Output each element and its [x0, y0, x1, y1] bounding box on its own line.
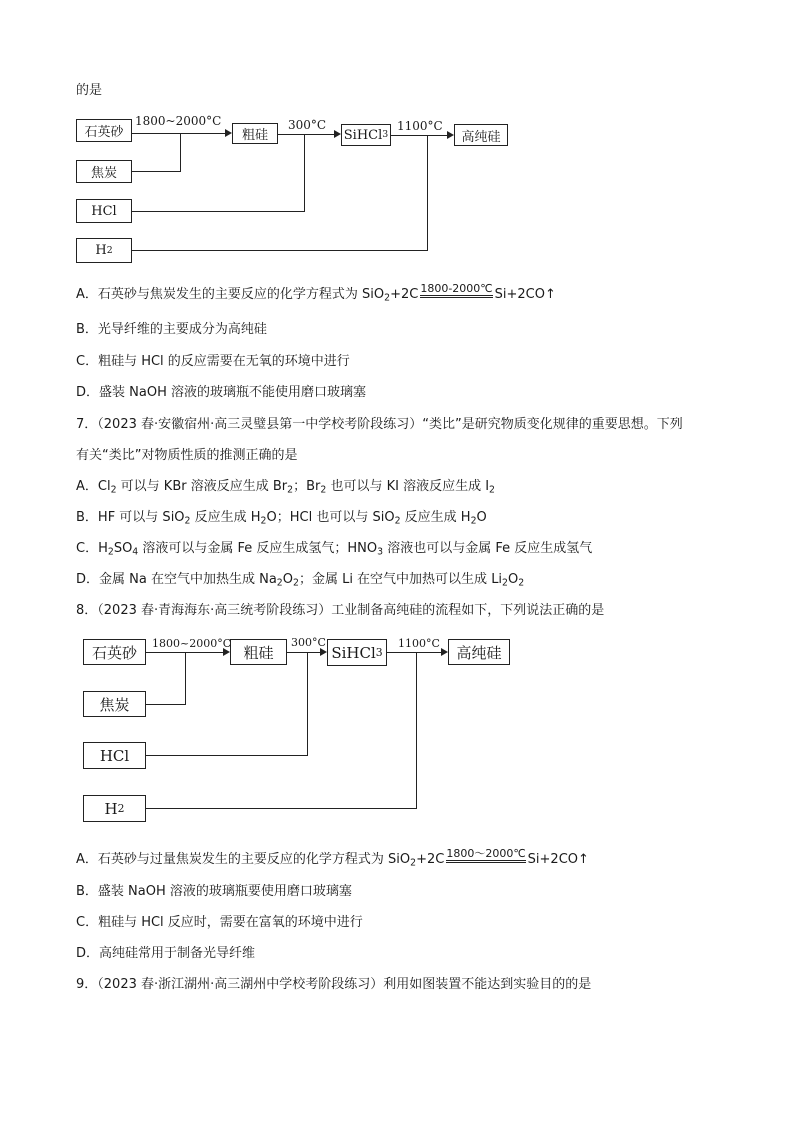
q8-option-c: C．粗硅与 HCl 反应时，需要在富氧的环境中进行 — [76, 915, 363, 930]
box-hcl: HCl — [83, 742, 146, 769]
box-quartz-sand: 石英砂 — [76, 119, 132, 142]
arrowhead — [441, 648, 448, 656]
condition-300: 300°C — [291, 636, 326, 649]
connector-line — [304, 134, 305, 212]
q8-option-d: D．高纯硅常用于制备光导纤维 — [76, 946, 256, 961]
box-crude-silicon: 粗硅 — [230, 639, 287, 665]
condition-1800-2000: 1800~2000°C — [152, 637, 232, 650]
box-quartz-sand: 石英砂 — [83, 639, 146, 665]
connector-line — [132, 211, 305, 212]
connector-line — [146, 755, 308, 756]
box-hcl: HCl — [76, 199, 132, 223]
box-pure-silicon: 高纯硅 — [454, 124, 508, 146]
q7-option-d: D．金属 Na 在空气中加热生成 $Na_2O_2$；金属 Li 在空气中加热可以生成 $Li_2O_2$ — [76, 572, 525, 589]
arrowhead — [225, 129, 232, 137]
box-coke: 焦炭 — [83, 691, 146, 717]
q6-option-c: C．粗硅与 HCl 的反应需要在无氧的环境中进行 — [76, 354, 350, 369]
arrow-line — [287, 652, 320, 653]
condition-1100: 1100°C — [397, 119, 443, 133]
connector-line — [416, 652, 417, 809]
connector-line — [132, 250, 428, 251]
reaction-condition: 1800-2000℃ — [420, 283, 492, 306]
connector-line — [146, 808, 417, 809]
q8-stem: 8．（2023 春·青海海东·高三统考阶段练习）工业制备高纯硅的流程如下，下列说法正确的是 — [76, 603, 605, 618]
arrow-line — [391, 135, 447, 136]
q8-option-b: B．盛装 NaOH 溶液的玻璃瓶要使用磨口玻璃塞 — [76, 884, 352, 899]
box-sihcl3: SiHCl 3 — [327, 639, 387, 666]
connector-line — [427, 135, 428, 251]
arrowhead — [320, 648, 327, 656]
box-pure-silicon: 高纯硅 — [448, 639, 510, 665]
reaction-condition: 1800～2000℃ — [446, 848, 525, 871]
q8-option-a: A．石英砂与过量焦炭发生的主要反应的化学方程式为 SiO$_2$+2C 1800～2000℃ Si+2CO↑ — [76, 848, 589, 871]
box-coke: 焦炭 — [76, 160, 132, 183]
connector-line — [185, 652, 186, 705]
box-h2: H 2 — [76, 238, 132, 263]
condition-1800-2000: 1800~2000°C — [135, 114, 222, 128]
q7-option-b: B．HF 可以与 SiO$_2$ 反应生成 $H_2O$；HCl 也可以与 SiO$_2$ 反应生成 $H_2O$ — [76, 510, 487, 527]
arrowhead — [223, 648, 230, 656]
intro-text: 的是 — [76, 83, 103, 98]
q7-option-a: A．$Cl_2$ 可以与 KBr 溶液反应生成 $Br_2$；$Br_2$ 也可以与 KI 溶液反应生成 $I_2$ — [76, 479, 495, 496]
q7-stem-line1: 7．（2023 春·安徽宿州·高三灵璧县第一中学校考阶段练习）“类比”是研究物质变化规律的重要思想。下列 — [76, 417, 683, 432]
arrow-line — [132, 133, 225, 134]
box-crude-silicon: 粗硅 — [232, 123, 278, 144]
connector-line — [307, 652, 308, 756]
q6-option-a: A．石英砂与焦炭发生的主要反应的化学方程式为 SiO$_2$+2C 1800-2000℃ Si+2CO↑ — [76, 283, 556, 306]
q7-option-c: C．$H_2SO_4$ 溶液可以与金属 Fe 反应生成氢气；$HNO_3$ 溶液也可以与金属 Fe 反应生成氢气 — [76, 541, 593, 558]
box-sihcl3: SiHCl 3 — [341, 124, 391, 146]
arrowhead — [334, 130, 341, 138]
connector-line — [132, 171, 181, 172]
q7-stem-line2: 有关“类比”对物质性质的推测正确的是 — [76, 448, 298, 463]
connector-line — [146, 704, 186, 705]
arrow-line — [278, 134, 334, 135]
arrow-line — [387, 652, 441, 653]
q9-stem: 9．（2023 春·浙江湖州·高三湖州中学校考阶段练习）利用如图装置不能达到实验目的的是 — [76, 977, 592, 992]
box-h2: H 2 — [83, 795, 146, 822]
condition-300: 300°C — [288, 118, 327, 132]
connector-line — [180, 133, 181, 171]
q6-option-d: D．盛装 NaOH 溶液的玻璃瓶不能使用磨口玻璃塞 — [76, 385, 366, 400]
q6-option-b: B．光导纤维的主要成分为高纯硅 — [76, 322, 267, 337]
arrowhead — [447, 131, 454, 139]
condition-1100: 1100°C — [398, 637, 440, 650]
